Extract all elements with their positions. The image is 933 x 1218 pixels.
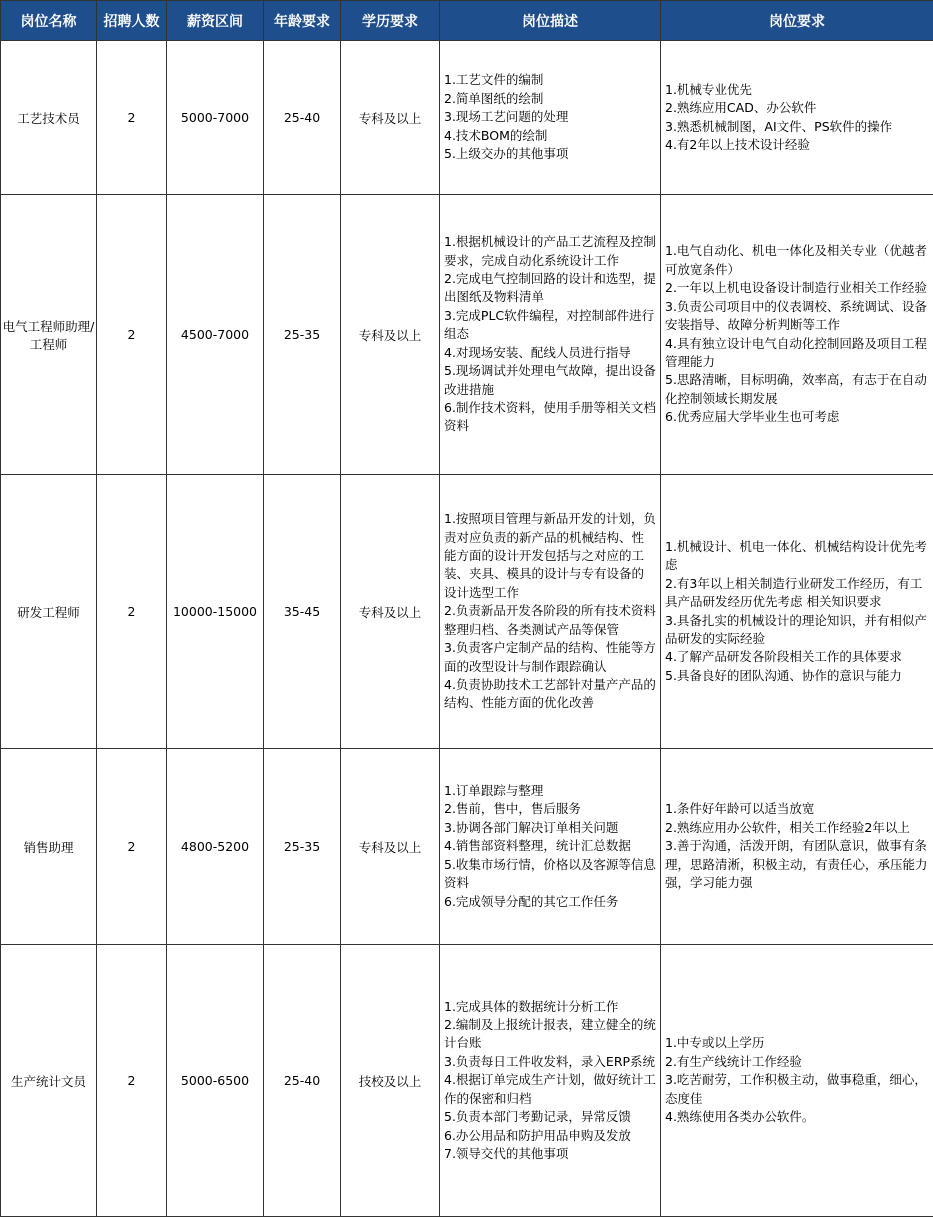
description-line: 2.简单图纸的绘制 [444, 90, 544, 106]
description-line: 1.根据机械设计的产品工艺流程及控制要求，完成自动化系统设计工作 [444, 234, 656, 268]
hiring-count: 2 [97, 475, 167, 749]
description-line: 1.订单跟踪与整理 [444, 783, 544, 799]
requirement-line: 6.优秀应届大学毕业生也可考虑 [665, 409, 840, 425]
age-requirement: 25-35 [264, 195, 341, 475]
description-line: 1.工艺文件的编制 [444, 72, 544, 88]
salary-range: 4800-5200 [167, 749, 264, 945]
table-row [1, 475, 933, 749]
header-job-requirements: 岗位要求 [661, 1, 933, 41]
table-row [1, 195, 933, 475]
salary-range: 5000-6500 [167, 945, 264, 1217]
education-requirement: 专科及以上 [341, 41, 440, 195]
requirement-line: 2.有3年以上相关制造行业研发工作经历，有工具产品研发经历优先考虑 相关知识要求 [665, 575, 923, 610]
description-line: 3.协调各部门解决订单相关问题 [444, 819, 619, 835]
description-line: 4.根据订单完成生产计划，做好统计工作的保密和归档 [444, 1072, 656, 1106]
description-line: 5.上级交办的其他事项 [444, 146, 569, 162]
description-line: 6.完成领导分配的其它工作任务 [444, 893, 619, 909]
requirement-line: 3.熟悉机械制图，AI文件、PS软件的操作 [665, 118, 893, 134]
requirement-line: 1.中专或以上学历 [665, 1035, 765, 1051]
age-requirement: 25-40 [264, 41, 341, 195]
description-line: 7.领导交代的其他事项 [444, 1145, 569, 1161]
position-name: 研发工程师 [1, 475, 97, 749]
age-requirement: 35-45 [264, 475, 341, 749]
header-job-description: 岗位描述 [440, 1, 661, 41]
position-name: 电气工程师助理/工程师 [1, 195, 97, 475]
table-row [1, 945, 933, 1217]
description-line: 4.销售部资料整理，统计汇总数据 [444, 838, 631, 854]
requirement-line: 4.具有独立设计电气自动化控制回路及项目工程管理能力 [665, 335, 927, 369]
salary-range: 5000-7000 [167, 41, 264, 195]
age-requirement: 25-40 [264, 945, 341, 1217]
hiring-count: 2 [97, 41, 167, 195]
hiring-count: 2 [97, 195, 167, 475]
description-line: 6.制作技术资料，使用手册等相关文档资料 [444, 399, 656, 434]
header-hiring-count: 招聘人数 [97, 1, 167, 41]
description-line: 6.办公用品和防护用品申购及发放 [444, 1127, 631, 1143]
education-requirement: 专科及以上 [341, 195, 440, 475]
description-line: 1.完成具体的数据统计分析工作 [444, 998, 619, 1014]
job-requirements [661, 475, 933, 749]
job-requirements [661, 41, 933, 195]
requirement-line: 3.负责公司项目中的仪表调校、系统调试、设备安装指导、故障分析判断等工作 [665, 298, 927, 333]
description-line: 2.编制及上报统计报表，建立健全的统计台账 [444, 1017, 656, 1051]
requirement-line: 1.机械专业优先 [665, 81, 752, 97]
table-row [1, 749, 933, 945]
description-line: 2.完成电气控制回路的设计和选型，提出图纸及物料清单 [444, 271, 656, 305]
description-line: 5.负责本部门考勤记录，异常反馈 [444, 1109, 631, 1125]
hiring-count: 2 [97, 945, 167, 1217]
job-description [440, 475, 661, 749]
job-requirements [661, 945, 933, 1217]
requirement-line: 1.电气自动化、机电一体化及相关专业（优越者可放宽条件） [665, 243, 927, 277]
description-line: 4.负责协助技术工艺部针对量产产品的结构、性能方面的优化改善 [444, 676, 656, 711]
requirement-line: 3.吃苦耐劳，工作积极主动，做事稳重，细心，态度佳 [665, 1072, 927, 1106]
requirement-line: 3.具备扎实的机械设计的理论知识，并有相似产品研发的实际经验 [665, 612, 927, 646]
description-line: 4.对现场安装、配线人员进行指导 [444, 344, 631, 360]
job-description [440, 749, 661, 945]
description-line: 3.现场工艺问题的处理 [444, 109, 569, 125]
job-description [440, 945, 661, 1217]
header-position-name: 岗位名称 [1, 1, 97, 41]
header-education-requirement: 学历要求 [341, 1, 440, 41]
description-line: 5.现场调试并处理电气故障，提出设备改进措施 [444, 363, 656, 397]
description-line: 3.负责每日工件收发料，录入ERP系统 [444, 1053, 656, 1069]
salary-range: 4500-7000 [167, 195, 264, 475]
hiring-count: 2 [97, 749, 167, 945]
header-salary-range: 薪资区间 [167, 1, 264, 41]
description-line: 3.完成PLC软件编程，对控制部件进行组态 [444, 307, 655, 342]
description-line: 2.负责新品开发各阶段的所有技术资料整理归档、各类测试产品等保管 [444, 603, 656, 637]
header-age-requirement: 年龄要求 [264, 1, 341, 41]
age-requirement: 25-35 [264, 749, 341, 945]
job-description [440, 195, 661, 475]
salary-range: 10000-15000 [167, 475, 264, 749]
description-line: 3.负责客户定制产品的结构、性能等方面的改型设计与制作跟踪确认 [444, 640, 656, 674]
description-line: 1.按照项目管理与新品开发的计划，负责对应负责的新产品的机械结构、性能方面的设计开发包括与之对应的工装、夹具、模具的设计与专有设备的设计选型工作 [444, 511, 656, 600]
requirement-line: 2.一年以上机电设备设计制造行业相关工作经验 [665, 280, 927, 296]
job-requirements [661, 749, 933, 945]
requirement-line: 3.善于沟通，活泼开朗，有团队意识，做事有条理，思路清淅，积极主动，有责任心，承压能力强，学习能力强 [665, 838, 928, 891]
table-header-row [1, 1, 933, 41]
requirement-line: 4.了解产品研发各阶段相关工作的具体要求 [665, 649, 902, 665]
education-requirement: 专科及以上 [341, 749, 440, 945]
requirement-line: 2.熟练应用办公软件，相关工作经验2年以上 [665, 819, 910, 835]
description-line: 4.技术BOM的绘制 [444, 127, 548, 143]
requirement-line: 1.条件好年龄可以适当放宽 [665, 801, 815, 817]
requirement-line: 5.具备良好的团队沟通、协作的意识与能力 [665, 667, 902, 683]
position-name: 工艺技术员 [1, 41, 97, 195]
table-row [1, 41, 933, 195]
description-line: 5.收集市场行情，价格以及客源等信息资料 [444, 856, 656, 891]
education-requirement: 技校及以上 [341, 945, 440, 1217]
requirement-line: 1.机械设计、机电一体化、机械结构设计优先考虑 [665, 538, 927, 573]
job-description [440, 41, 661, 195]
requirement-line: 2.有生产线统计工作经验 [665, 1053, 802, 1069]
requirement-line: 2.熟练应用CAD、办公软件 [665, 100, 817, 116]
position-name: 销售助理 [1, 749, 97, 945]
requirement-line: 5.思路清晰，目标明确，效率高，有志于在自动化控制领域长期发展 [665, 372, 927, 406]
job-requirements [661, 195, 933, 475]
position-name: 生产统计文员 [1, 945, 97, 1217]
description-line: 2.售前，售中，售后服务 [444, 801, 581, 817]
requirement-line: 4.有2年以上技术设计经验 [665, 136, 810, 152]
requirement-line: 4.熟练使用各类办公软件。 [665, 1109, 815, 1125]
education-requirement: 专科及以上 [341, 475, 440, 749]
